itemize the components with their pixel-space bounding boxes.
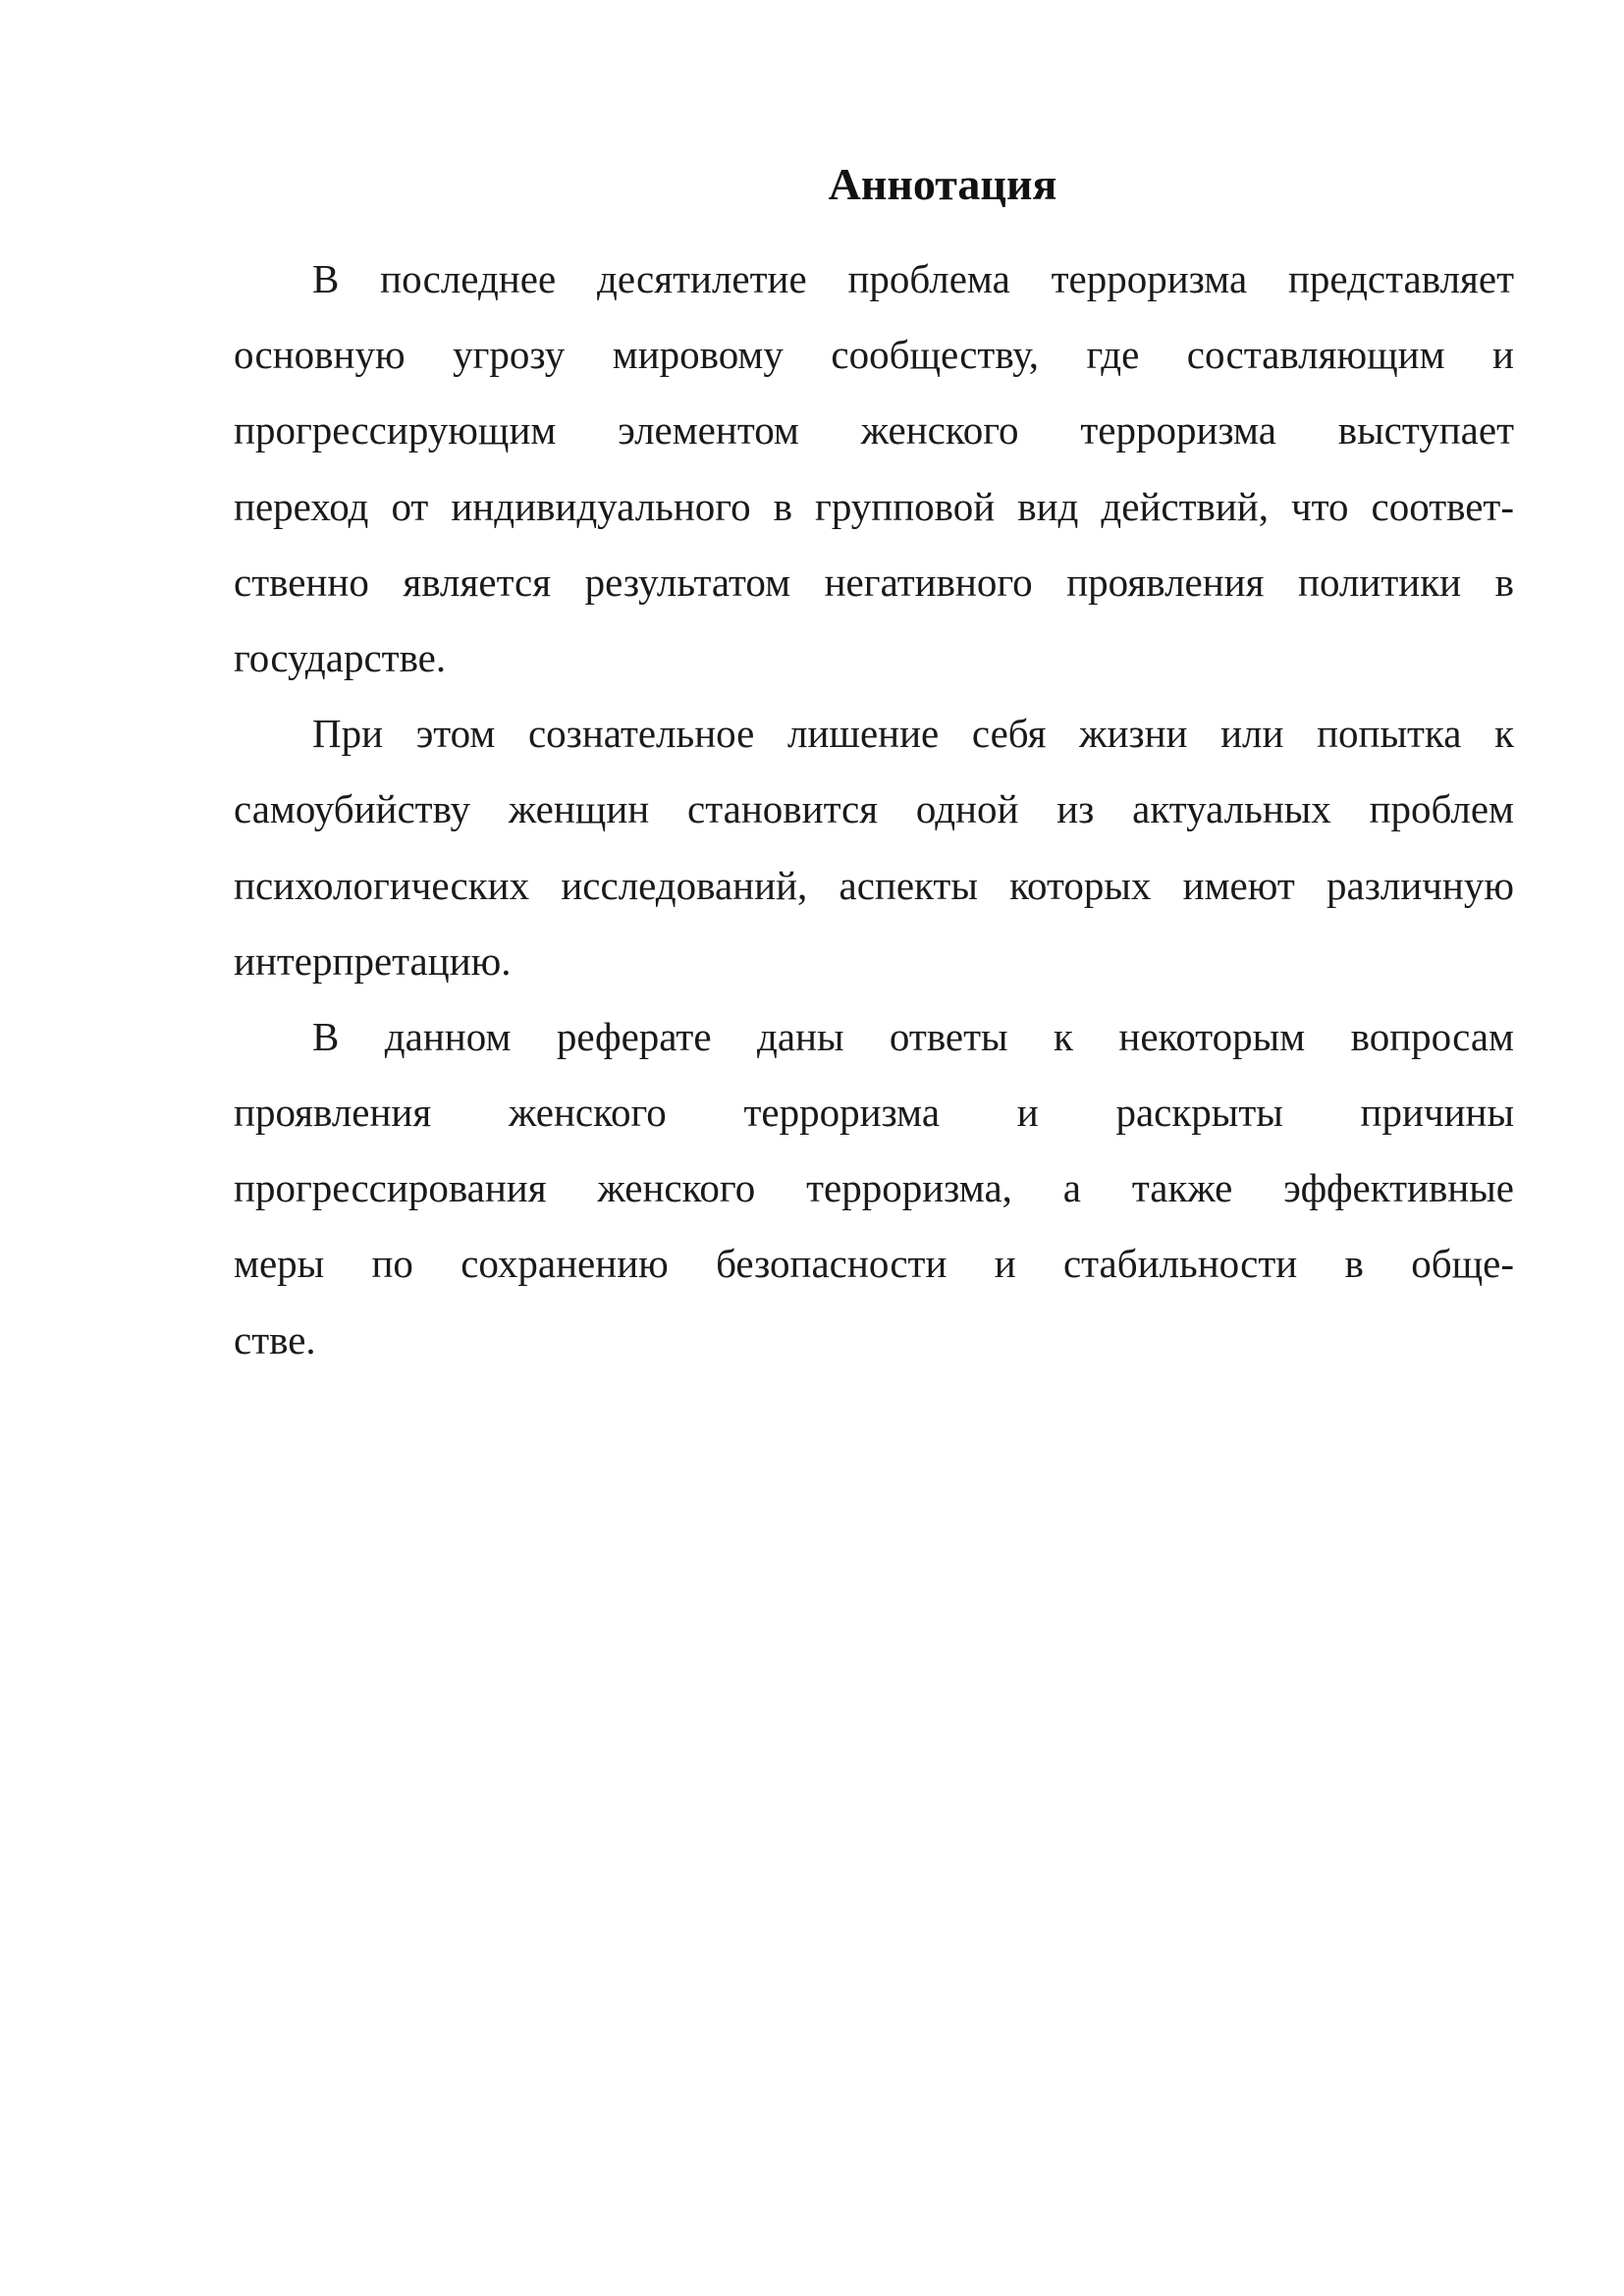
paragraph-line: интерпретацию. [234,937,512,984]
paragraph-line: самоубийству женщин становится одной из актуальных проблем [234,786,1514,832]
paragraph-line: переход от индивидуального в групповой вид действий, что соответ- [234,483,1514,529]
paragraph-1 [234,241,1514,696]
paragraph-line: стве. [234,1316,316,1362]
paragraph-3 [234,999,1514,1378]
paragraph-line: ственно является результатом негативного проявления политики в [234,559,1514,605]
document-title: Аннотация [828,159,1057,209]
paragraph-line: психологических исследований, аспекты которых имеют различную [234,862,1514,908]
paragraph-line: меры по сохранению безопасности и стабильности в обще- [234,1241,1514,1287]
paragraph-2 [234,696,1514,999]
paragraph-line: основную угрозу мировому сообществу, где составляющим и [234,332,1514,378]
abstract-body [234,241,1514,1378]
paragraph-line: В последнее десятилетие проблема терроризма представляет [312,256,1514,301]
paragraph-line: прогрессирования женского терроризма, а также эффективные [234,1165,1514,1211]
paragraph-line: В данном реферате даны ответы к некоторым вопросам [312,1013,1514,1059]
paragraph-line: При этом сознательное лишение себя жизни или попытка к [312,711,1514,757]
paragraph-line: проявления женского терроризма и раскрыты причины [234,1090,1514,1136]
paragraph-line: государстве. [234,634,447,680]
paragraph-line: прогрессирующим элементом женского терроризма выступает [234,407,1514,454]
